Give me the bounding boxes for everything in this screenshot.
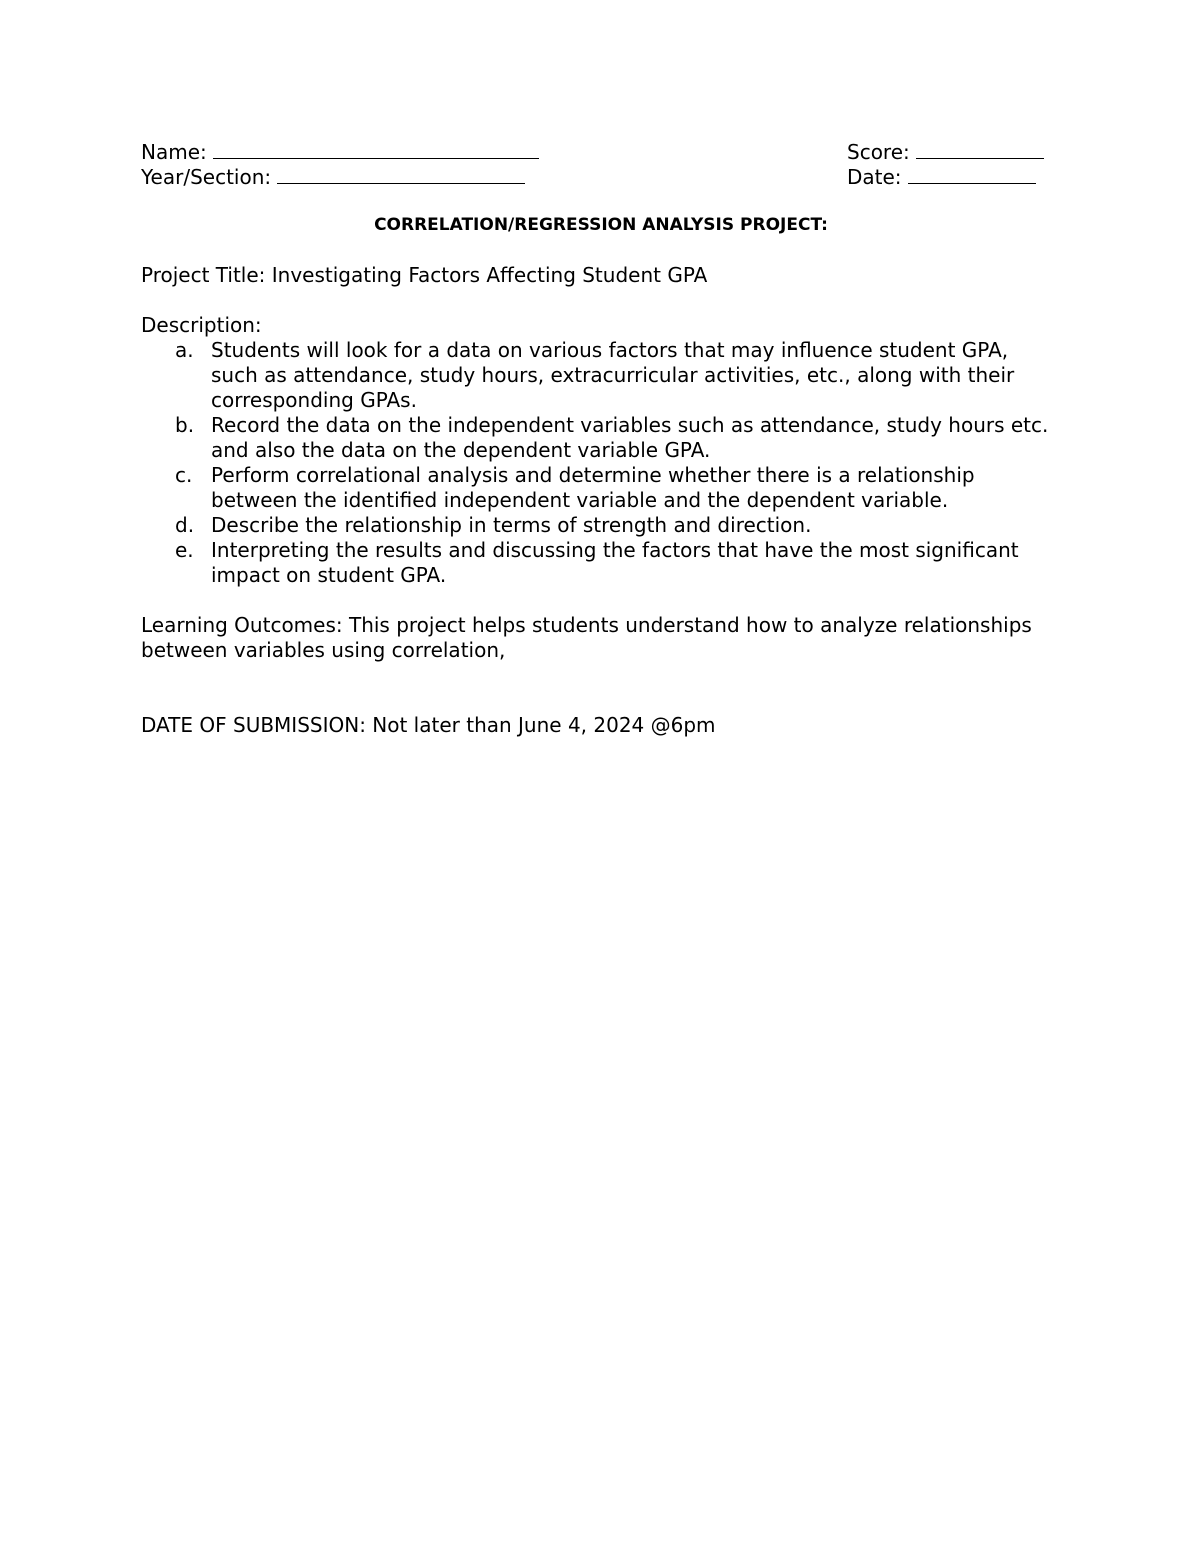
score-label: Score: bbox=[847, 140, 910, 164]
list-item bbox=[141, 463, 1061, 513]
list-item bbox=[141, 538, 1061, 588]
header-row-2 bbox=[141, 165, 1061, 190]
date-blank-line[interactable] bbox=[908, 165, 1036, 184]
year-section-field bbox=[141, 165, 525, 190]
list-item-text: Record the data on the independent variables such as attendance, study hours etc. and also the data on the dependent variable GPA. bbox=[211, 413, 1049, 462]
description-list bbox=[141, 338, 1061, 588]
name-field bbox=[141, 140, 539, 165]
document-title: CORRELATION/REGRESSION ANALYSIS PROJECT: bbox=[374, 215, 828, 235]
list-item bbox=[141, 413, 1061, 463]
list-marker: e. bbox=[175, 538, 194, 562]
year-section-label: Year/Section: bbox=[141, 165, 272, 189]
header-row-1 bbox=[141, 140, 1061, 165]
list-item-text: Perform correlational analysis and determine whether there is a relationship between the identified independent variable and the dependent variable. bbox=[211, 463, 975, 512]
list-marker: c. bbox=[175, 463, 193, 487]
score-field bbox=[847, 140, 1044, 165]
name-blank-line[interactable] bbox=[213, 140, 539, 159]
learning-outcomes: Learning Outcomes: This project helps students understand how to analyze relationships between variables using correlation, bbox=[141, 613, 1032, 662]
list-item-text: Interpreting the results and discussing the factors that have the most significant impact on student GPA. bbox=[211, 538, 1019, 587]
project-title: Project Title: Investigating Factors Affecting Student GPA bbox=[141, 263, 708, 287]
name-label: Name: bbox=[141, 140, 207, 164]
list-item bbox=[141, 513, 1061, 538]
date-label: Date: bbox=[847, 165, 902, 189]
submission-date: DATE OF SUBMISSION: Not later than June 4, 2024 @6pm bbox=[141, 713, 716, 737]
list-marker: d. bbox=[175, 513, 195, 537]
list-marker: a. bbox=[175, 338, 194, 362]
document-page bbox=[141, 140, 1061, 738]
score-blank-line[interactable] bbox=[916, 140, 1044, 159]
list-item-text: Describe the relationship in terms of strength and direction. bbox=[211, 513, 812, 537]
year-section-blank-line[interactable] bbox=[277, 165, 525, 184]
list-item bbox=[141, 338, 1061, 413]
list-marker: b. bbox=[175, 413, 195, 437]
list-item-text: Students will look for a data on various factors that may influence student GPA, such as attendance, study hours, extracurricular activities, etc., along with their corresponding GPAs. bbox=[211, 338, 1015, 412]
date-field bbox=[847, 165, 1036, 190]
description-label: Description: bbox=[141, 313, 262, 337]
